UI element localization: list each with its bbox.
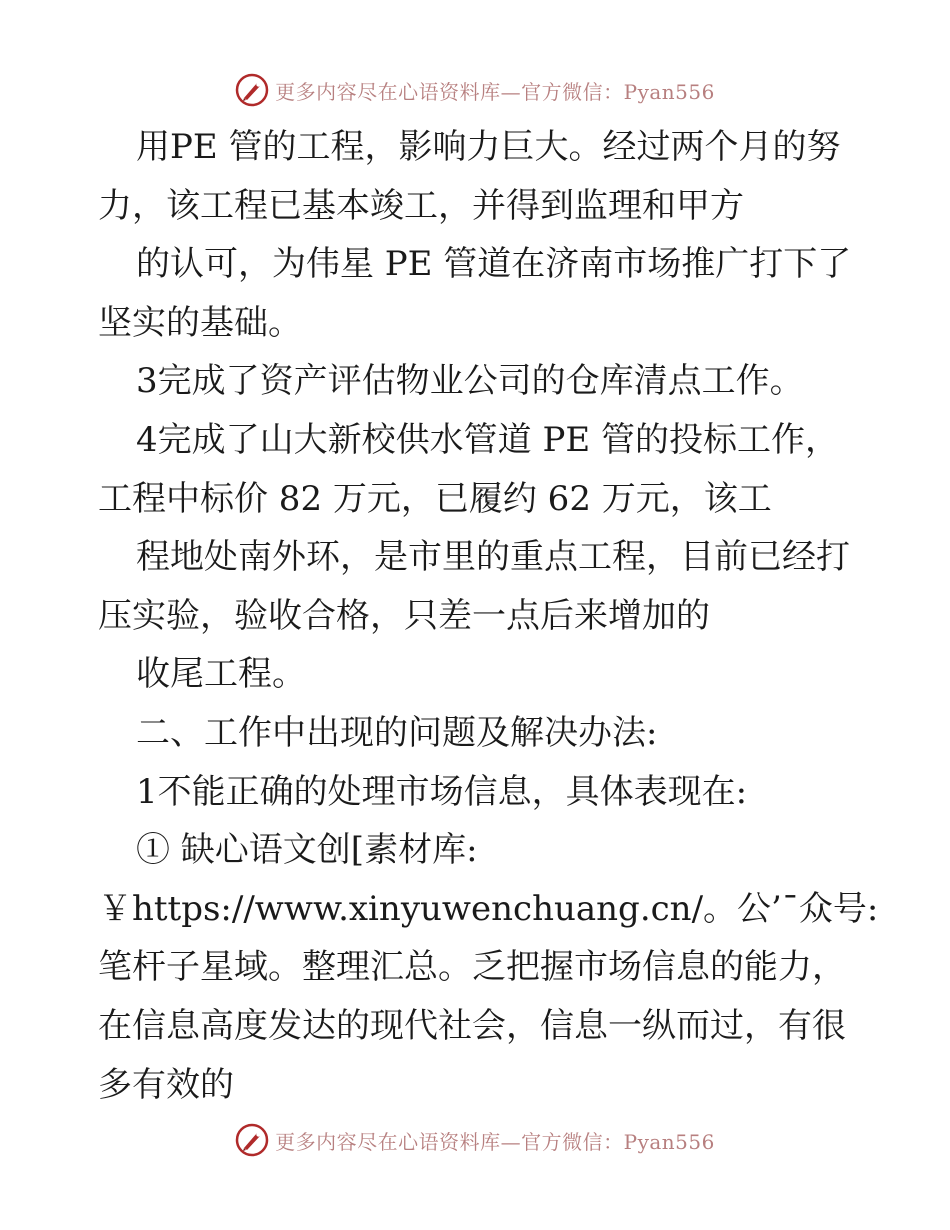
header-banner <box>0 70 950 110</box>
body-line: 在信息高度发达的现代社会，信息一纵而过，有很 <box>98 1005 846 1046</box>
body-line: 收尾工程。 <box>136 654 306 695</box>
header-banner-text: 更多内容尽在心语资料库—官方微信：Pyan556 <box>275 79 715 104</box>
footer-banner-text: 更多内容尽在心语资料库—官方微信：Pyan556 <box>275 1129 715 1154</box>
body-line: 工程中标价 82 万元，已履约 62 万元，该工 <box>98 478 772 519</box>
body-line: 笔杆子星域。整理汇总。乏把握市场信息的能力， <box>98 947 846 988</box>
body-line: 多有效的 <box>98 1064 234 1105</box>
body-line: 二、工作中出现的问题及解决办法: <box>136 712 658 753</box>
body-line: 坚实的基础。 <box>98 302 302 343</box>
body-line: 程地处南外环，是市里的重点工程，目前已经打 <box>136 537 850 578</box>
body-line: 压实验，验收合格，只差一点后来增加的 <box>98 595 710 636</box>
pen-logo-icon <box>235 1123 269 1157</box>
body-line: 1不能正确的处理市场信息，具体表现在: <box>136 771 748 812</box>
body-line: 3完成了资产评估物业公司的仓库清点工作。 <box>136 361 804 402</box>
pen-logo-icon <box>235 73 269 107</box>
body-line: 的认可，为伟星 PE 管道在济南市场推广打下了 <box>136 244 852 285</box>
document-body <box>98 118 879 1114</box>
body-line: ￥https://www.xinyuwenchuang.cn/。公’¯众号: <box>98 888 879 929</box>
body-line: 4完成了山大新校供水管道 PE 管的投标工作， <box>136 419 839 460</box>
body-line: 用PE 管的工程，影响力巨大。经过两个月的努 <box>136 127 841 167</box>
body-line: ① 缺心语文创[素材库: <box>136 830 478 871</box>
footer-banner <box>0 1120 950 1160</box>
body-line: 力，该工程已基本竣工，并得到监理和甲方 <box>98 185 744 226</box>
